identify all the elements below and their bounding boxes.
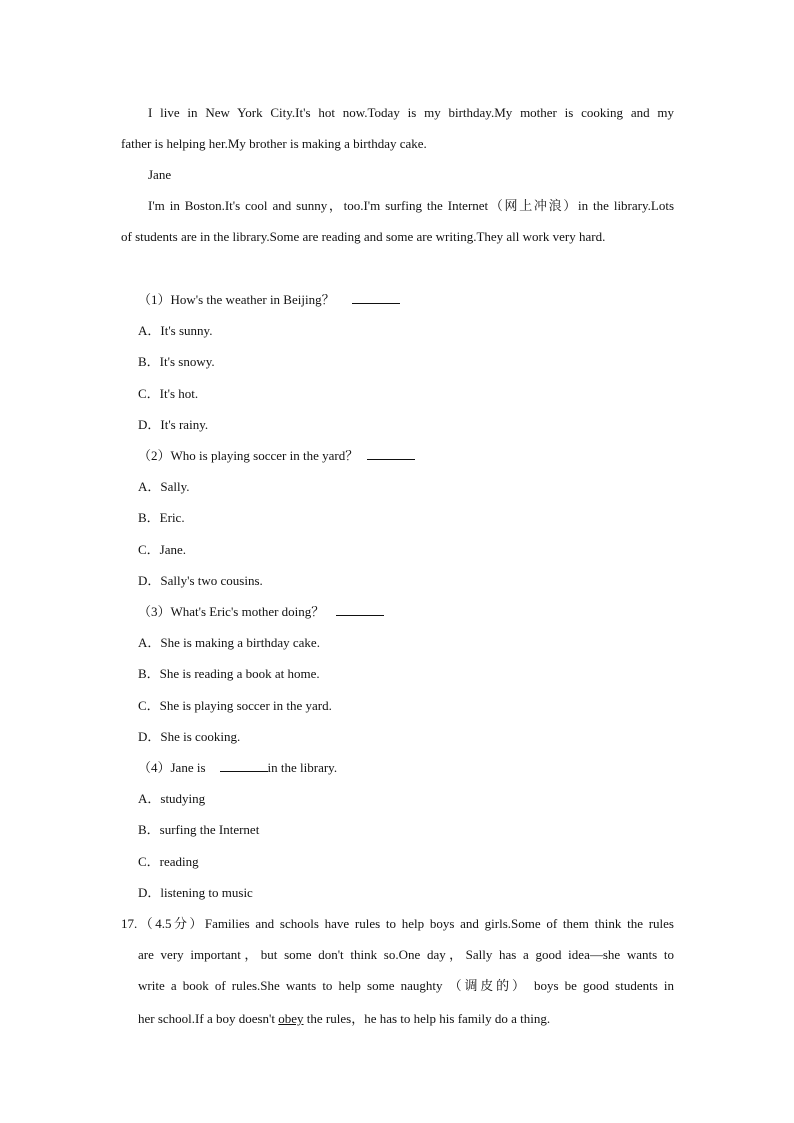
question-1-option-d: D．It's rainy. bbox=[138, 417, 209, 432]
question-2-option-d: D．Sally's two cousins. bbox=[138, 573, 263, 588]
question-2-option-a: A．Sally. bbox=[138, 479, 190, 494]
question-1 bbox=[138, 291, 400, 309]
question-3 bbox=[138, 603, 384, 621]
q17-line-1: 17.（4.5分）Families and schools have rules to help boys and girls.Some of them think the rules bbox=[121, 916, 674, 931]
question-4-option-c: C．reading bbox=[138, 854, 199, 869]
answer-blank-3 bbox=[336, 603, 384, 616]
answer-blank-1 bbox=[352, 291, 400, 304]
question-1-option-b: B．It's snowy. bbox=[138, 354, 215, 369]
question-3-option-a: A．She is making a birthday cake. bbox=[138, 635, 320, 650]
answer-blank-2 bbox=[367, 447, 415, 460]
question-1-option-c: C．It's hot. bbox=[138, 386, 199, 401]
question-2-stem: （2）Who is playing soccer in the yard？ bbox=[138, 448, 359, 463]
passage-paragraph-2-line-2: of students are in the library.Some are reading and some are writing.They all work very hard. bbox=[121, 229, 606, 244]
question-3-stem: （3）What's Eric's mother doing？ bbox=[138, 604, 325, 619]
q17-line-2: are very important，but some don't think so.One day，Sally has a good idea—she wants to bbox=[138, 947, 674, 962]
question-4-option-b: B．surfing the Internet bbox=[138, 822, 260, 837]
question-2-option-b: B．Eric. bbox=[138, 510, 185, 525]
passage-paragraph-2-line-1: I'm in Boston.It's cool and sunny，too.I'm surfing the Internet（网上冲浪）in the library.Lots bbox=[148, 198, 674, 213]
underlined-word-obey: obey bbox=[278, 1011, 304, 1026]
passage-signature: Jane bbox=[148, 167, 172, 182]
question-4-stem-start: （4）Jane is bbox=[138, 760, 206, 775]
question-4 bbox=[138, 759, 337, 777]
passage-paragraph-1-line-2: father is helping her.My brother is making a birthday cake. bbox=[121, 136, 427, 151]
question-4-option-a: A．studying bbox=[138, 791, 206, 806]
question-1-option-a: A．It's sunny. bbox=[138, 323, 213, 338]
q17-line-4 bbox=[138, 1010, 550, 1028]
answer-blank-4 bbox=[220, 759, 268, 772]
q17-line-4-start: her school.If a boy doesn't bbox=[138, 1011, 276, 1026]
question-1-stem: （1）How's the weather in Beijing？ bbox=[138, 292, 335, 307]
question-3-option-b: B．She is reading a book at home. bbox=[138, 666, 320, 681]
q17-line-3: write a book of rules.She wants to help some naughty （调皮的） boys be good students in bbox=[138, 978, 674, 993]
question-3-option-c: C．She is playing soccer in the yard. bbox=[138, 698, 332, 713]
question-2-option-c: C．Jane. bbox=[138, 542, 187, 557]
question-4-stem-end: in the library. bbox=[267, 760, 338, 775]
q17-line-4-end: the rules，he has to help his family do a thing. bbox=[306, 1011, 551, 1026]
question-3-option-d: D．She is cooking. bbox=[138, 729, 241, 744]
passage-paragraph-1-line-1: I live in New York City.It's hot now.Today is my birthday.My mother is cooking and my bbox=[148, 105, 674, 120]
question-2 bbox=[138, 447, 415, 465]
question-4-option-d: D．listening to music bbox=[138, 885, 253, 900]
